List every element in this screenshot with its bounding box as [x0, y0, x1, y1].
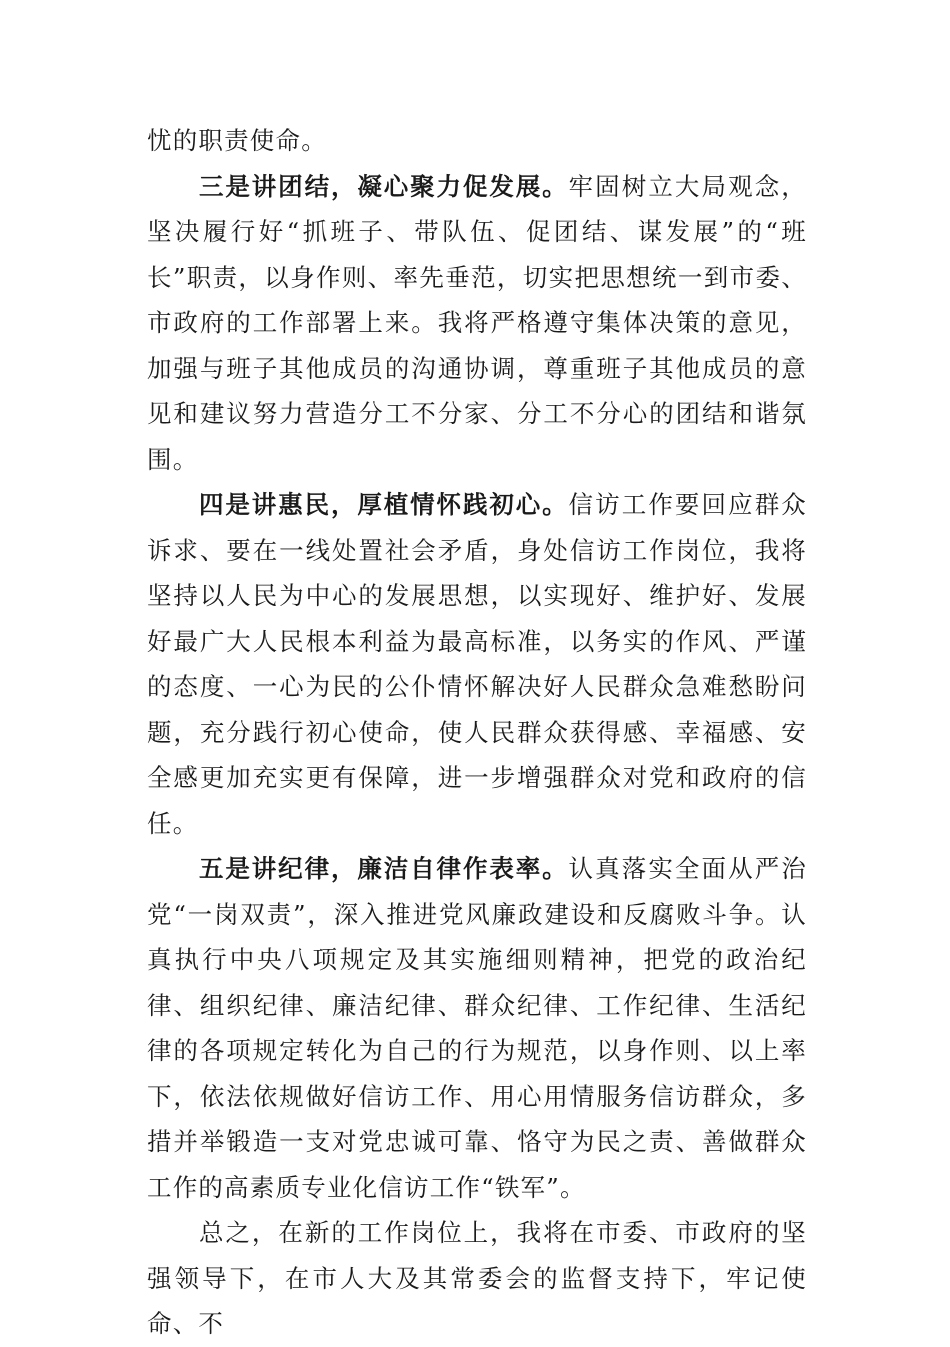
paragraph-conclusion — [147, 1210, 807, 1347]
paragraph-text: 信访工作要回应群众诉求、要在一线处置社会矛盾，身处信访工作岗位，我将坚持以人民为中心的发展思想，以实现好、维护好、发展好最广大人民根本利益为最高标准，以务实的作风、严谨的态度、一心为民的公仆情怀解决好人民群众急难愁盼问题，充分践行初心使命，使人民群众获得感、幸福感、安全感更加充实更有保障，进一步增强群众对党和政府的信任。 — [147, 490, 807, 838]
paragraph-text: 牢固树立大局观念，坚决履行好“抓班子、带队伍、促团结、谋发展”的“班长”职责，以身作则、率先垂范，切实把思想统一到市委、市政府的工作部署上来。我将严格遵守集体决策的意见，加强与班子其他成员的沟通协调，尊重班子其他成员的意见和建议努力营造分工不分家、分工不分心的团结和谐氛围。 — [147, 171, 807, 474]
paragraph-discipline — [147, 846, 807, 1210]
paragraph-unity — [147, 164, 807, 483]
document-page — [147, 118, 807, 1347]
paragraph-text: 认真落实全面从严治党“一岗双责”，深入推进党风廉政建设和反腐败斗争。认真执行中央八项规定及其实施细则精神，把党的政治纪律、组织纪律、廉洁纪律、群众纪律、工作纪律、生活纪律的各项规定转化为自己的行为规范，以身作则、以上率下，依法依规做好信访工作、用心用情服务信访群众，多措并举锻造一支对党忠诚可靠、恪守为民之责、善做群众工作的高素质专业化信访工作“铁军”。 — [147, 854, 807, 1202]
paragraph-heading: 三是讲团结，凝心聚力促发展。 — [199, 171, 569, 201]
paragraph-people — [147, 482, 807, 846]
paragraph-heading: 五是讲纪律，廉洁自律作表率。 — [199, 854, 569, 883]
paragraph-text: 忧的职责使命。 — [147, 126, 327, 155]
paragraph-continuation — [147, 118, 807, 164]
paragraph-text: 总之，在新的工作岗位上，我将在市委、市政府的坚强领导下，在市人大及其常委会的监督支持下，牢记使命、不 — [147, 1218, 807, 1338]
paragraph-heading: 四是讲惠民，厚植情怀践初心。 — [199, 490, 569, 519]
